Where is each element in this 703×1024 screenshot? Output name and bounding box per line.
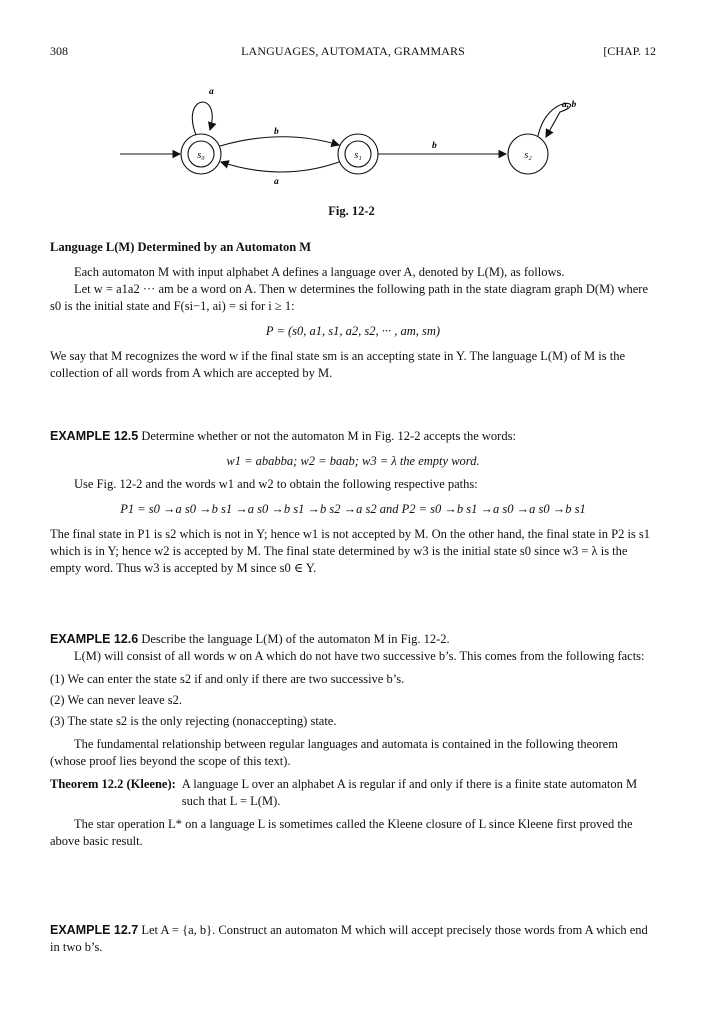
list-item: (1) We can enter the state s2 if and only if there are two successive b’s.	[50, 672, 405, 686]
state-s1	[338, 134, 378, 174]
example-12-5-label: EXAMPLE 12.5	[50, 429, 139, 443]
state-s0	[181, 134, 221, 174]
example-12-5-paths: P1 = s0 →a s0 →b s1 →a s0 →b s1 →b s2 →a s2 and P2 = s0 →b s1 →a s0 →a s0 →b s1	[120, 502, 586, 516]
example-12-7	[50, 922, 656, 956]
loop-s0-label: a	[209, 87, 214, 97]
state-s2-label: s₂	[524, 150, 532, 161]
running-title: LANGUAGES, AUTOMATA, GRAMMARS	[241, 44, 465, 58]
example-12-5-lead: Determine whether or not the automaton M in Fig. 12-2 accepts the words:	[141, 429, 516, 443]
example-12-7-text: Let A = {a, b}. Construct an automaton M which will accept precisely those words from A which end in two b’s.	[50, 923, 648, 954]
loop-s2-label: a, b	[562, 100, 577, 110]
example-12-5-body: The final state in P1 is s2 which is not in Y; hence w1 is not accepted by M. On the other hand, the final state in P2 is s1 which is in Y; hence w2 is accepted by M. The final state determined by w3 is the initial state s0 since w3 = λ is the empty word. Thus w3 is accepted by M since s0 ∈ Y.	[50, 527, 651, 575]
chapter-label: [CHAP. 12	[603, 44, 656, 58]
section-p1: Each automaton M with input alphabet A defines a language over A, denoted by L(M), as follows.	[74, 265, 565, 279]
section-language	[50, 239, 656, 382]
facts-list	[50, 671, 656, 730]
example-12-5-use: Use Fig. 12-2 and the words w1 and w2 to obtain the following respective paths:	[74, 477, 478, 491]
edge-s0-s1-label: b	[274, 127, 279, 137]
running-header	[50, 44, 656, 60]
loop-s0	[192, 102, 212, 135]
page-number: 308	[50, 44, 68, 58]
theorem-text: A language L over an alphabet A is regular if and only if there is a finite state automaton M such that L = L(M).	[181, 777, 638, 808]
example-12-6-lead: Describe the language L(M) of the automaton M in Fig. 12-2.	[141, 632, 450, 646]
example-12-5-words: w1 = ababba; w2 = baab; w3 = λ the empty word.	[226, 454, 480, 468]
edge-s1-s2-label: b	[432, 141, 437, 151]
section-heading: Language L(M) Determined by an Automaton M	[50, 240, 312, 254]
theorem-label: Theorem 12.2 (Kleene):	[50, 777, 176, 791]
edge-s0-s1	[220, 137, 339, 146]
theorem-12-2	[50, 776, 656, 810]
example-12-6-label: EXAMPLE 12.6	[50, 632, 139, 646]
edge-s1-s0	[221, 162, 339, 172]
example-12-6-p3: The star operation L* on a language L is sometimes called the Kleene closure of L since Kleene first proved the above basic result.	[50, 817, 633, 848]
section-p3: We say that M recognizes the word w if the final state sm is an accepting state in Y. The language L(M) of M is the collection of all words from A which are accepted by M.	[50, 349, 625, 380]
list-item: (3) The state s2 is the only rejecting (nonaccepting) state.	[50, 714, 337, 728]
example-12-6-p2: The fundamental relationship between regular languages and automata is contained in the following theorem (whose proof lies beyond the scope of this text).	[50, 737, 618, 768]
edge-s1-s0-label: a	[274, 177, 279, 187]
example-12-7-label: EXAMPLE 12.7	[50, 923, 139, 937]
state-s0-label: s₀	[197, 150, 205, 161]
list-item: (2) We can never leave s2.	[50, 693, 183, 707]
state-s1-label: s₁	[354, 150, 362, 161]
example-12-6	[50, 631, 656, 850]
state-s2	[508, 134, 548, 174]
path-equation: P = (s0, a1, s1, a2, s2, ··· , am, sm)	[265, 324, 441, 338]
figure-caption: Fig. 12-2	[328, 204, 375, 218]
section-p2: Let w = a1a2 ··· am be a word on A. Then w determines the following path in the state diagram graph D(M) where s0 is the initial state and F(si−1, ai) = si for i ≥ 1:	[50, 282, 649, 313]
example-12-6-p1: L(M) will consist of all words w on A which do not have two successive b’s. This comes from the following facts:	[74, 649, 645, 663]
example-12-5	[50, 428, 656, 577]
state-diagram	[110, 82, 610, 202]
